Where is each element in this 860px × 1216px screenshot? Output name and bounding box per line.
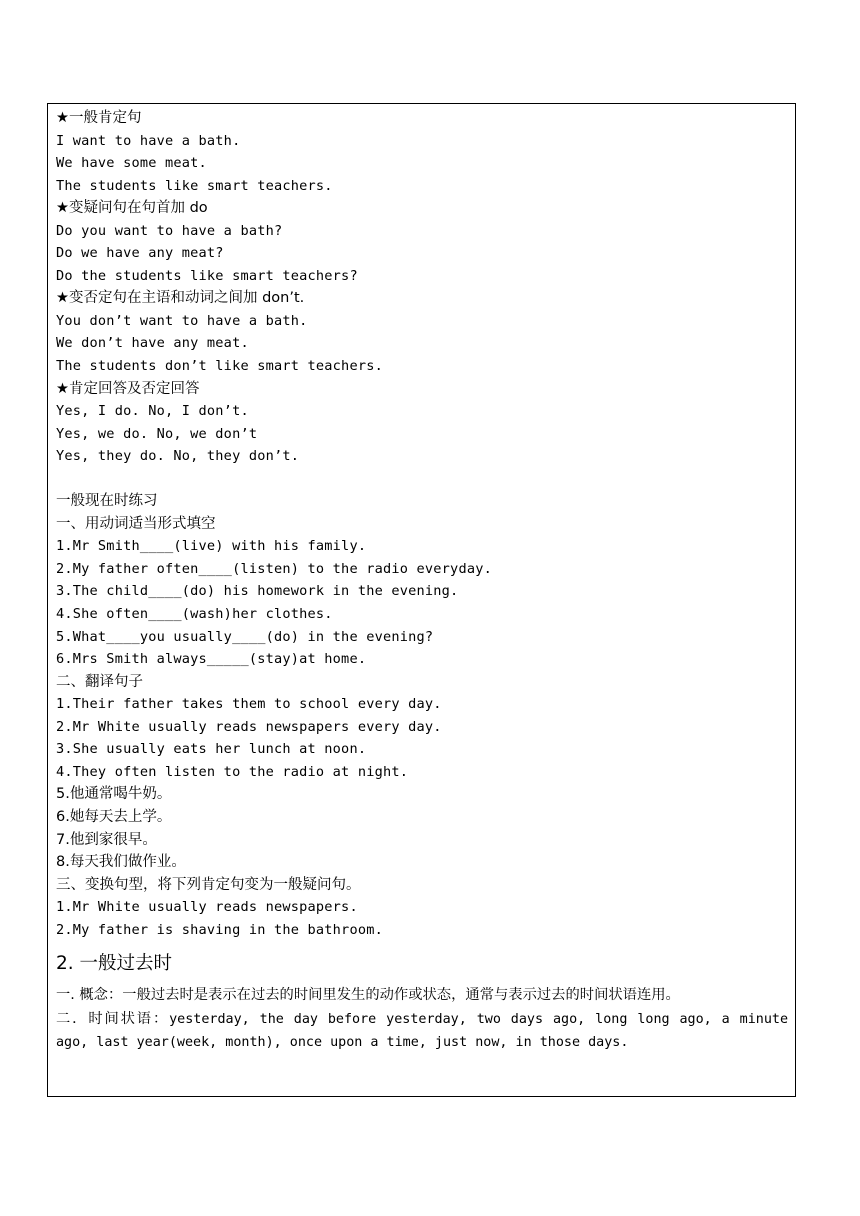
present-simple-examples [56,107,788,468]
example-line: We have some meat. [56,155,207,172]
section-heading: 2. 一般过去时 [56,953,173,975]
exercise-item: 6.Mrs Smith always_____(stay)at home. [56,651,367,668]
rule-heading-question: ★变疑问句在句首加 do [56,200,208,217]
example-line: Do we have any meat? [56,245,224,262]
part1-title: 一、用动词适当形式填空 [56,515,216,532]
example-line: Yes, they do. No, they don’t. [56,448,300,465]
concept-paragraph: 一. 概念：一般过去时是表示在过去的时间里发生的动作或状态，通常与表示过去的时间状语连用。 [56,987,680,1004]
exercises-title: 一般现在时练习 [56,493,158,510]
exercise-item: 8.每天我们做作业。 [56,854,186,871]
exercise-item: 7.他到家很早。 [56,831,157,848]
content-box [47,103,796,1097]
part3-title: 三、变换句型，将下列肯定句变为一般疑问句。 [56,876,361,893]
time-adverbials-paragraph [56,1008,788,1055]
example-line: The students like smart teachers. [56,177,333,194]
time-adverbials-label: 二．时间状语： [56,1010,170,1027]
example-line: We don’t have any meat. [56,335,249,352]
rule-heading-negative: ★变否定句在主语和动词之间加 don’t. [56,290,305,307]
exercise-item: 4.They often listen to the radio at night. [56,763,409,780]
exercise-item: 3.She usually eats her lunch at noon. [56,741,367,758]
exercise-item: 3.The child____(do) his homework in the evening. [56,583,459,600]
time-adverbials-text: yesterday, the day before yesterday, two days ago, long long ago, a minute ago, last year(week, month), once upon a time, just now, in those days. [56,1011,789,1051]
rule-heading-affirmative: ★一般肯定句 [56,110,142,126]
example-line: The students don’t like smart teachers. [56,358,383,375]
exercise-item: 5.What____you usually____(do) in the evening? [56,628,434,645]
document-content [56,107,788,1055]
exercise-item: 1.Their father takes them to school every day. [56,696,442,713]
exercise-item: 1.Mr White usually reads newspapers. [56,899,358,916]
example-line: I want to have a bath. [56,132,241,149]
example-line: You don’t want to have a bath. [56,312,308,329]
exercise-item: 2.Mr White usually reads newspapers every day. [56,718,442,735]
example-line: Do you want to have a bath? [56,222,283,239]
example-line: Yes, we do. No, we don’t [56,425,258,442]
exercises-section [56,490,788,941]
part2-title: 二、翻译句子 [56,673,143,690]
past-simple-section [56,950,788,1055]
example-line: Do the students like smart teachers? [56,267,358,284]
rule-heading-answers: ★肯定回答及否定回答 [56,380,200,397]
exercise-item: 2.My father often____(listen) to the radio everyday. [56,560,492,577]
spacer [56,468,788,491]
exercise-item: 5.他通常喝牛奶。 [56,786,172,803]
exercise-item: 2.My father is shaving in the bathroom. [56,921,383,938]
exercise-item: 6.她每天去上学。 [56,808,172,825]
example-line: Yes, I do. No, I don’t. [56,403,249,420]
exercise-item: 4.She often____(wash)her clothes. [56,606,333,623]
exercise-item: 1.Mr Smith____(live) with his family. [56,538,367,555]
